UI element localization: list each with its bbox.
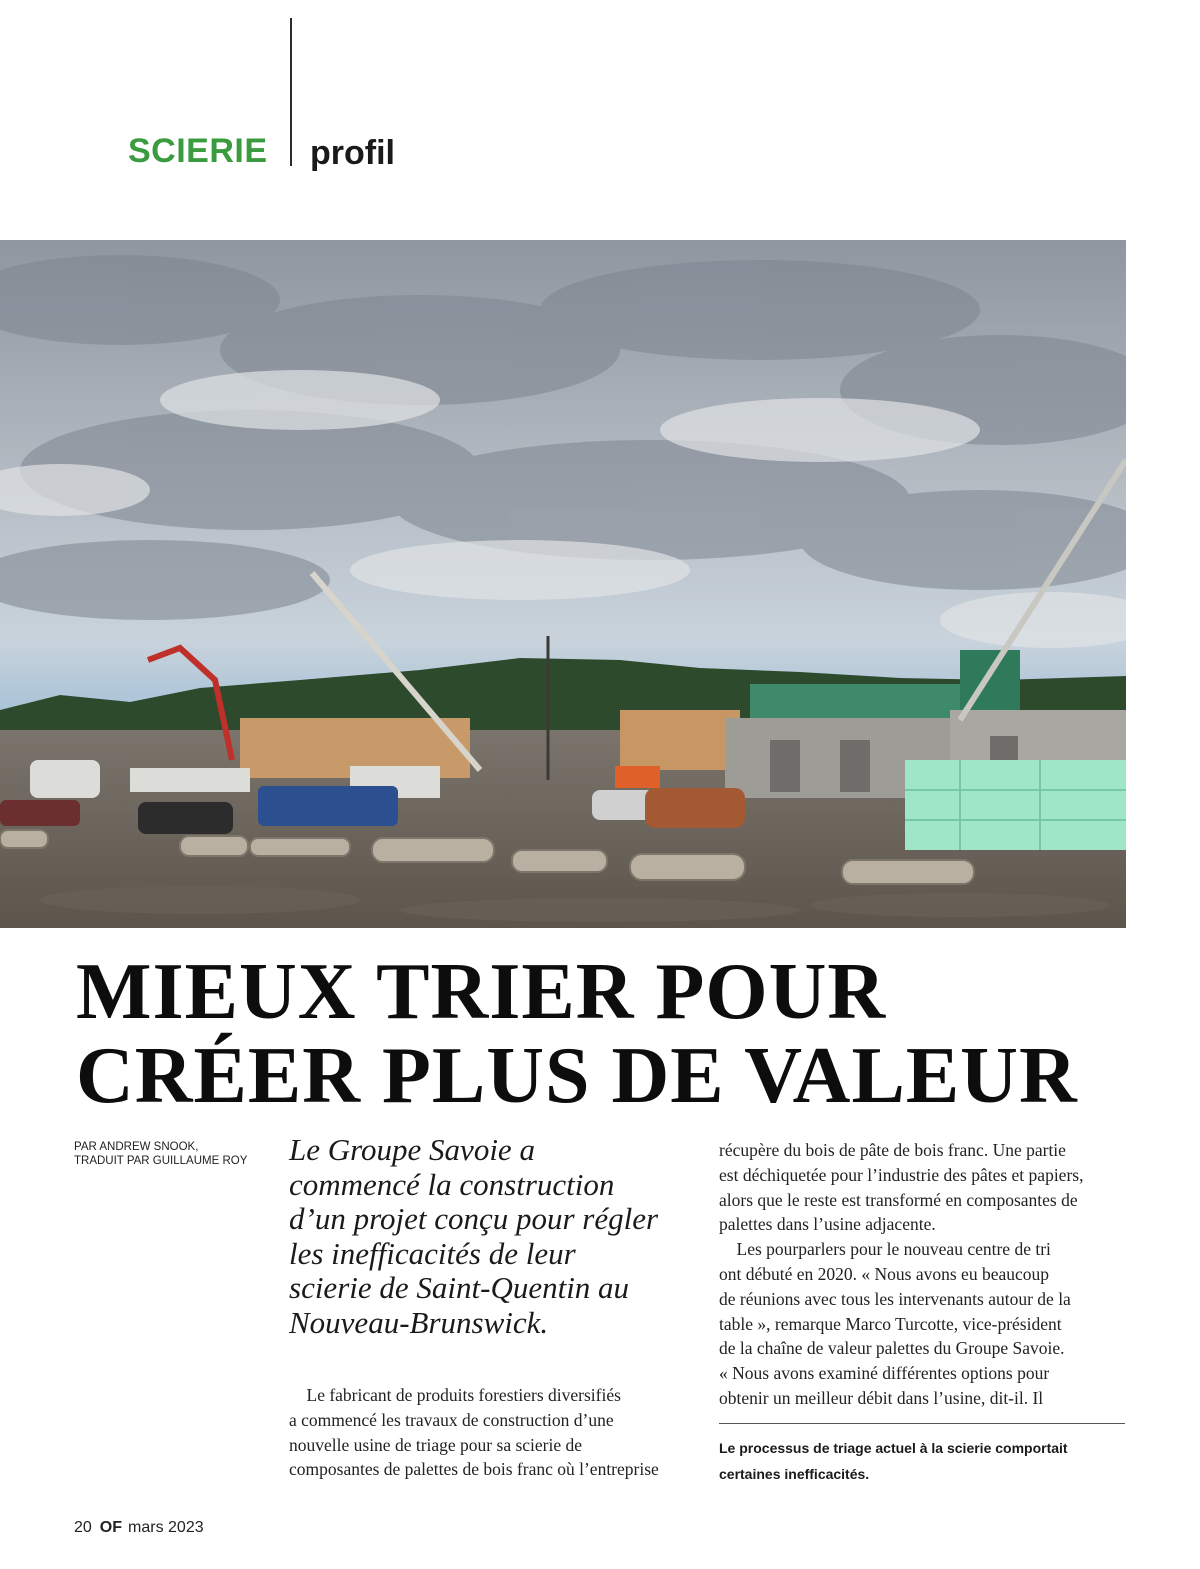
section-sublabel: profil [310,134,395,172]
header-divider [290,18,292,166]
article-headline [76,950,1166,1118]
photo-caption [719,1435,1129,1487]
deck-line: Le Groupe Savoie a [289,1132,535,1167]
body-line: alors que le reste est transformé en composantes de [719,1189,1078,1210]
body-line: est déchiquetée pour l’industrie des pâtes et papiers, [719,1164,1084,1185]
body-column-1 [289,1383,709,1482]
body-column-2 [719,1138,1129,1411]
body-line: de la chaîne de valeur palettes du Groupe Savoie. [719,1338,1065,1359]
body-line: a commencé les travaux de construction d’une [289,1409,614,1430]
caption-divider [719,1423,1125,1424]
body-line: de réunions avec tous les intervenants autour de la [719,1288,1071,1309]
body-line: Le fabricant de produits forestiers diversifiés [289,1385,621,1405]
deck-line: commencé la construction [289,1166,615,1202]
body-line: palettes dans l’usine adjacente. [719,1214,936,1235]
body-line: composantes de palettes de bois franc où l’entreprise [289,1459,659,1480]
body-line: table », remarque Marco Turcotte, vice-président [719,1313,1062,1334]
body-line: nouvelle usine de triage pour sa scierie de [289,1434,583,1455]
headline-line: CRÉER PLUS DE VALEUR [76,1032,1078,1120]
byline-line: TRADUIT PAR GUILLAUME ROY [74,1155,248,1167]
magazine-name: OF [99,1519,123,1536]
body-line: ont débuté en 2020. « Nous avons eu beaucoup [719,1263,1049,1284]
issue-date: mars 2023 [128,1519,204,1536]
caption-line: Le processus de triage actuel à la scierie comportait [719,1440,1068,1456]
byline [74,1140,274,1168]
body-line: « Nous avons examiné différentes options pour [719,1363,1050,1384]
deck-line: d’un projet conçu pour régler [289,1201,659,1236]
page-number: 20 [74,1519,92,1536]
deck-line: les inefficacités de leur [289,1235,576,1271]
headline-line: MIEUX TRIER POUR [76,948,887,1036]
deck-line: scierie de Saint-Quentin au [289,1270,630,1305]
page-footer [74,1519,204,1537]
byline-line: PAR ANDREW SNOOK, [74,1141,199,1153]
body-line: Les pourparlers pour le nouveau centre de tri [719,1239,1051,1260]
body-line: obtenir un meilleur débit dans l’usine, dit-il. Il [719,1387,1044,1408]
caption-line: certaines inefficacités. [719,1466,870,1482]
deck-line: Nouveau-Brunswick. [289,1304,549,1340]
article-deck [289,1133,709,1340]
article-photo [0,240,1126,928]
body-line: récupère du bois de pâte de bois franc. Une partie [719,1140,1066,1160]
section-label: SCIERIE [128,132,268,170]
